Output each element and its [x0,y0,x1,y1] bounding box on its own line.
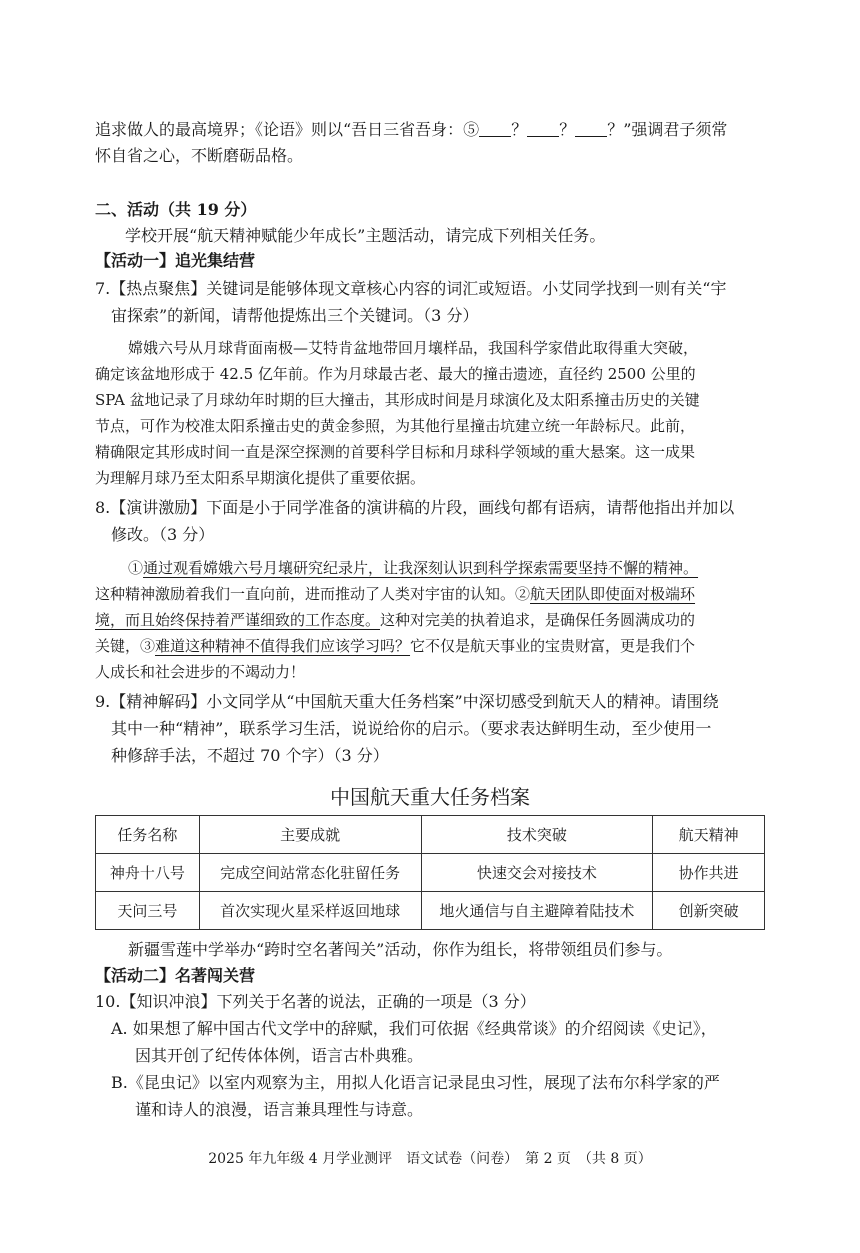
table-header: 技术突破 [421,816,653,854]
question-mark: ？ [559,120,576,139]
section-intro: 学校开展“航天精神赋能少年成长”主题活动，请完成下列相关任务。 [125,226,606,245]
passage-line: 为理解月球乃至太阳系早期演化提供了重要依据。 [95,469,426,487]
passage-line: 嫦娥六号从月球背面南极—艾特肯盆地带回月壤样品，我国科学家借此取得重大突破， [128,339,699,357]
sentence-number: ① [128,559,144,577]
answer-blank [575,120,607,137]
speech-line-1 [128,556,698,580]
table-row [96,892,765,930]
question-mark: ？ [511,120,528,139]
option-a-line-2: 因其开创了纪传体体例，语言古朴典雅。 [135,1046,424,1065]
table-cell: 创新突破 [653,892,765,930]
q7-line-1: 7.【热点聚焦】关键词是能够体现文章核心内容的词汇或短语。小艾同学找到一则有关“宇 [95,279,727,298]
q9-line-2: 其中一种“精神”，联系学习生活，说说给你的启示。（要求表达鲜明生动，至少使用一 [111,719,712,738]
table-title: 中国航天重大任务档案 [330,785,530,809]
table-cell: 神舟十八号 [96,854,200,892]
passage-line: 节点，可作为校准太阳系撞击史的黄金参照，为其他行星撞击坑建立统一年龄标尺。此前， [95,417,696,435]
activity-2-heading: 【活动二】名著闯关营 [95,966,256,985]
q9-line-3: 种修辞手法，不超过 70 个字）（3 分） [111,746,389,765]
table-header: 主要成就 [199,816,421,854]
speech-text: 关键，③ [95,637,156,655]
table-cell: 天问三号 [96,892,200,930]
option-b-line-1: B.《昆虫记》以室内观察为主，用拟人化语言记录昆虫习性，展现了法布尔科学家的严 [111,1073,720,1092]
speech-line-2 [95,582,695,606]
q9-line-1: 9.【精神解码】小文同学从“中国航天重大任务档案”中深切感受到航天人的精神。请围绕 [95,692,719,711]
speech-line-5: 人成长和社会进步的不竭动力！ [95,663,306,681]
underlined-sentence: 难道这种精神不值得我们应该学习吗？ [155,637,411,655]
passage-line: 确定该盆地形成于 42.5 亿年前。作为月球最古老、最大的撞击遗迹，直径约 2500 公里的 [95,365,696,383]
speech-text: 这种精神激励着我们一直向前，进而推动了人类对宇宙的认知。② [95,585,531,603]
table-cell: 地火通信与自主避障着陆技术 [421,892,653,930]
intro-line-2: 怀自省之心，不断磨砺品格。 [95,146,304,165]
underlined-sentence: 航天团队即使面对极端环 [530,585,696,603]
q10-line-1: 10.【知识冲浪】下列关于名著的说法，正确的一项是（3 分） [95,992,536,1011]
table-header: 航天精神 [653,816,765,854]
archive-table [95,815,765,930]
table-cell: 完成空间站常态化驻留任务 [199,854,421,892]
table-row [96,854,765,892]
q7-line-2: 宙探索”的新闻，请帮他提炼出三个关键词。（3 分） [111,306,479,325]
q8-line-1: 8.【演讲激励】下面是小于同学准备的演讲稿的片段，画线句都有语病，请帮他指出并加以 [95,498,735,517]
activity-1-heading: 【活动一】追光集结营 [95,251,256,270]
speech-line-4 [95,634,695,658]
underlined-sentence: 通过观看嫦娥六号月壤研究纪录片，让我深刻认识到科学探索需要坚持不懈的精神。 [143,559,699,577]
activity-2-intro: 新疆雪莲中学举办“跨时空名著闯关”活动，你作为组长，将带领组员们参与。 [128,940,673,959]
page-footer: 2025 年九年级 4 月学业测评 语文试卷（问卷） 第 2 页 （共 8 页） [208,1151,652,1167]
option-a-line-1: A. 如果想了解中国古代文学中的辞赋，我们可依据《经典常谈》的介绍阅读《史记》， [111,1019,717,1038]
intro-line-1 [95,118,727,142]
speech-line-3 [95,608,695,632]
table-header-row [96,816,765,854]
table-cell: 首次实现火星采样返回地球 [199,892,421,930]
speech-text: 它不仅是航天事业的宝贵财富，更是我们个 [410,637,696,655]
question-tail: ？”强调君子须常 [607,120,728,139]
speech-text: 这种对完美的执着追求，是确保任务圆满成功的 [380,611,696,629]
intro-text: 追求做人的最高境界；《论语》则以“吾日三省吾身：⑤ [95,120,480,139]
option-b-line-2: 谨和诗人的浪漫，语言兼具理性与诗意。 [135,1100,424,1119]
table-header: 任务名称 [96,816,200,854]
table-cell: 快速交会对接技术 [421,854,653,892]
underlined-sentence: 境，而且始终保持着严谨细致的工作态度。 [95,611,381,629]
section-heading: 二、活动（共 19 分） [95,200,257,219]
q8-line-2: 修改。（3 分） [111,525,215,544]
answer-blank [527,120,559,137]
answer-blank [479,120,511,137]
passage-line: SPA 盆地记录了月球幼年时期的巨大撞击，其形成时间是月球演化及太阳系撞击历史的关键 [95,391,700,409]
passage-line: 精确限定其形成时间一直是深空探测的首要科学目标和月球科学领域的重大悬案。这一成果 [95,443,696,461]
table-cell: 协作共进 [653,854,765,892]
